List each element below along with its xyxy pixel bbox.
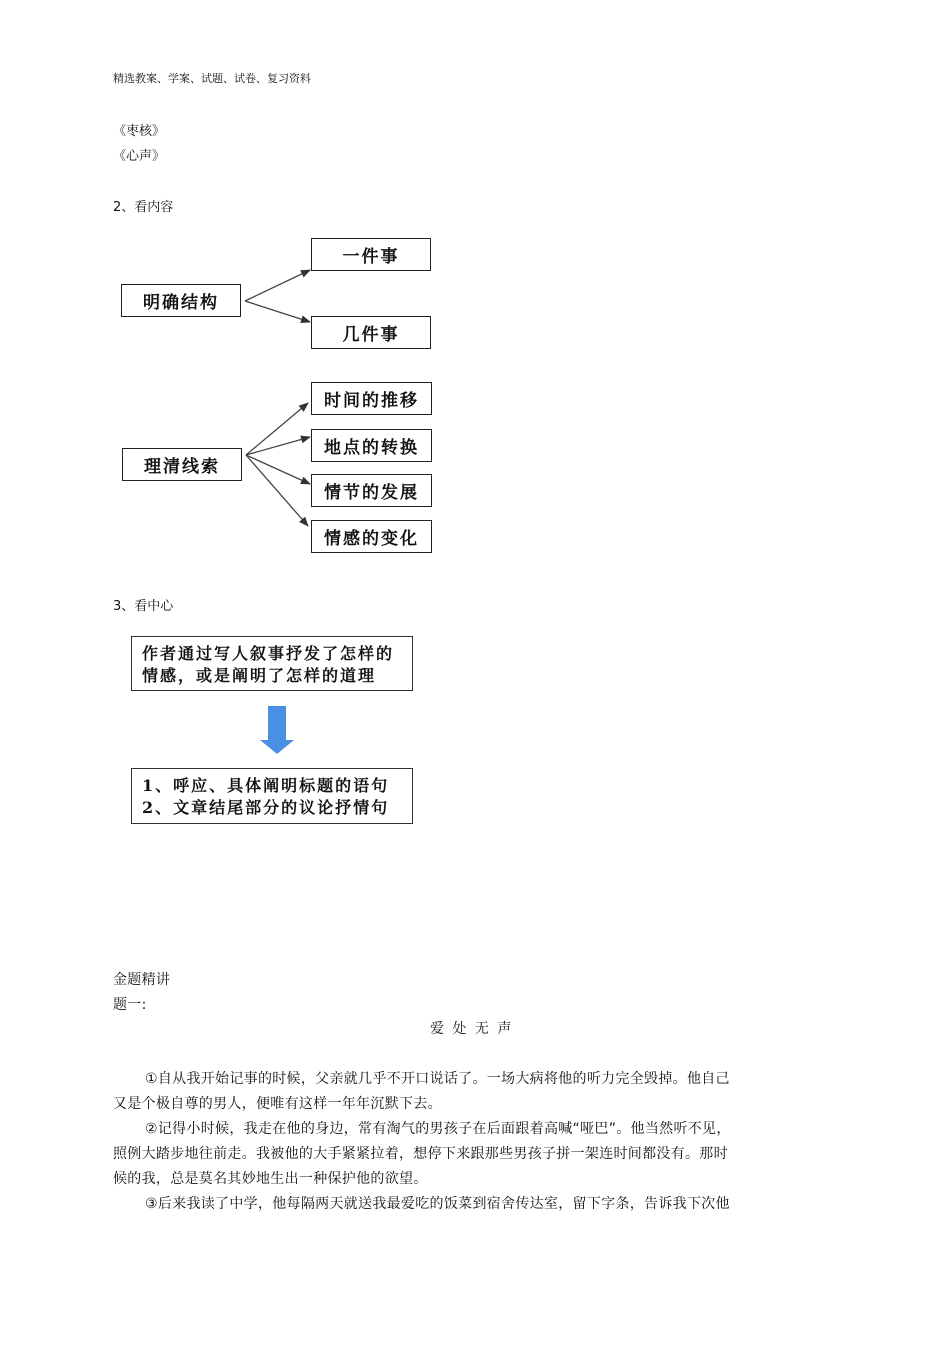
section-2-title: 2、看内容	[113, 200, 174, 215]
structure-child-label: 几件事	[342, 325, 400, 345]
clue-box	[311, 474, 432, 507]
structure-child-box	[311, 238, 431, 271]
center-method-line: 2、文章结尾部分的议论抒情句	[142, 798, 390, 817]
practice-heading: 金题精讲	[113, 972, 171, 988]
structure-root-label: 明确结构	[143, 293, 219, 313]
arrow-clue-4	[246, 455, 308, 526]
arrow-clue-3	[246, 455, 310, 484]
arrow-structure-2	[245, 301, 310, 322]
structure-child-label: 一件事	[342, 247, 400, 267]
clue-box	[311, 429, 432, 462]
page-header: 精选教案、学案、试题、试卷、复习资料	[113, 72, 311, 85]
article-line: ③后来我读了中学，他每隔两天就送我最爱吃的饭菜到宿舍传达室，留下字条，告诉我下次他	[145, 1196, 730, 1212]
arrow-clue-1	[246, 403, 308, 455]
article-title: 爱 处 无 声	[430, 1021, 514, 1037]
clue-label: 地点的转换	[324, 438, 419, 458]
section-3-title: 3、看中心	[113, 599, 174, 614]
structure-root-box	[121, 284, 241, 317]
clues-root-label: 理清线索	[144, 457, 220, 477]
clues-root-box	[122, 448, 242, 481]
article-line: ②记得小时候，我走在他的身边，常有淘气的男孩子在后面跟着高喊“哑巴”。他当然听不见，	[145, 1121, 731, 1137]
book-title-xinsheng: 《心声》	[113, 149, 166, 164]
clue-box	[311, 520, 432, 553]
center-method-line: 1、呼应、具体阐明标题的语句	[142, 776, 390, 795]
clue-label: 时间的推移	[324, 391, 419, 411]
center-question-line: 作者通过写人叙事抒发了怎样的	[142, 644, 395, 663]
question-label: 题一:	[113, 997, 147, 1013]
center-methods-box	[131, 768, 413, 824]
clue-label: 情节的发展	[324, 483, 419, 503]
arrow-structure-1	[245, 270, 310, 301]
arrow-clue-2	[246, 437, 310, 455]
structure-child-box	[311, 316, 431, 349]
clue-label: 情感的变化	[324, 529, 419, 549]
article-line: 又是个极自尊的男人，便唯有这样一年年沉默下去。	[113, 1096, 442, 1112]
book-title-zaohe: 《枣核》	[113, 124, 166, 139]
article-line: 照例大踏步地往前走。我被他的大手紧紧拉着，想停下来跟那些男孩子拼一架连时间都没有。那时	[113, 1146, 728, 1162]
article-line: ①自从我开始记事的时候，父亲就几乎不开口说话了。一场大病将他的听力完全毁掉。他自己	[145, 1071, 730, 1087]
clue-box	[311, 382, 432, 415]
center-question-line: 情感，或是阐明了怎样的道理	[142, 666, 377, 685]
article-line: 候的我，总是莫名其妙地生出一种保护他的欲望。	[113, 1171, 428, 1187]
down-arrow-icon	[260, 706, 294, 754]
center-question-box	[131, 636, 413, 691]
